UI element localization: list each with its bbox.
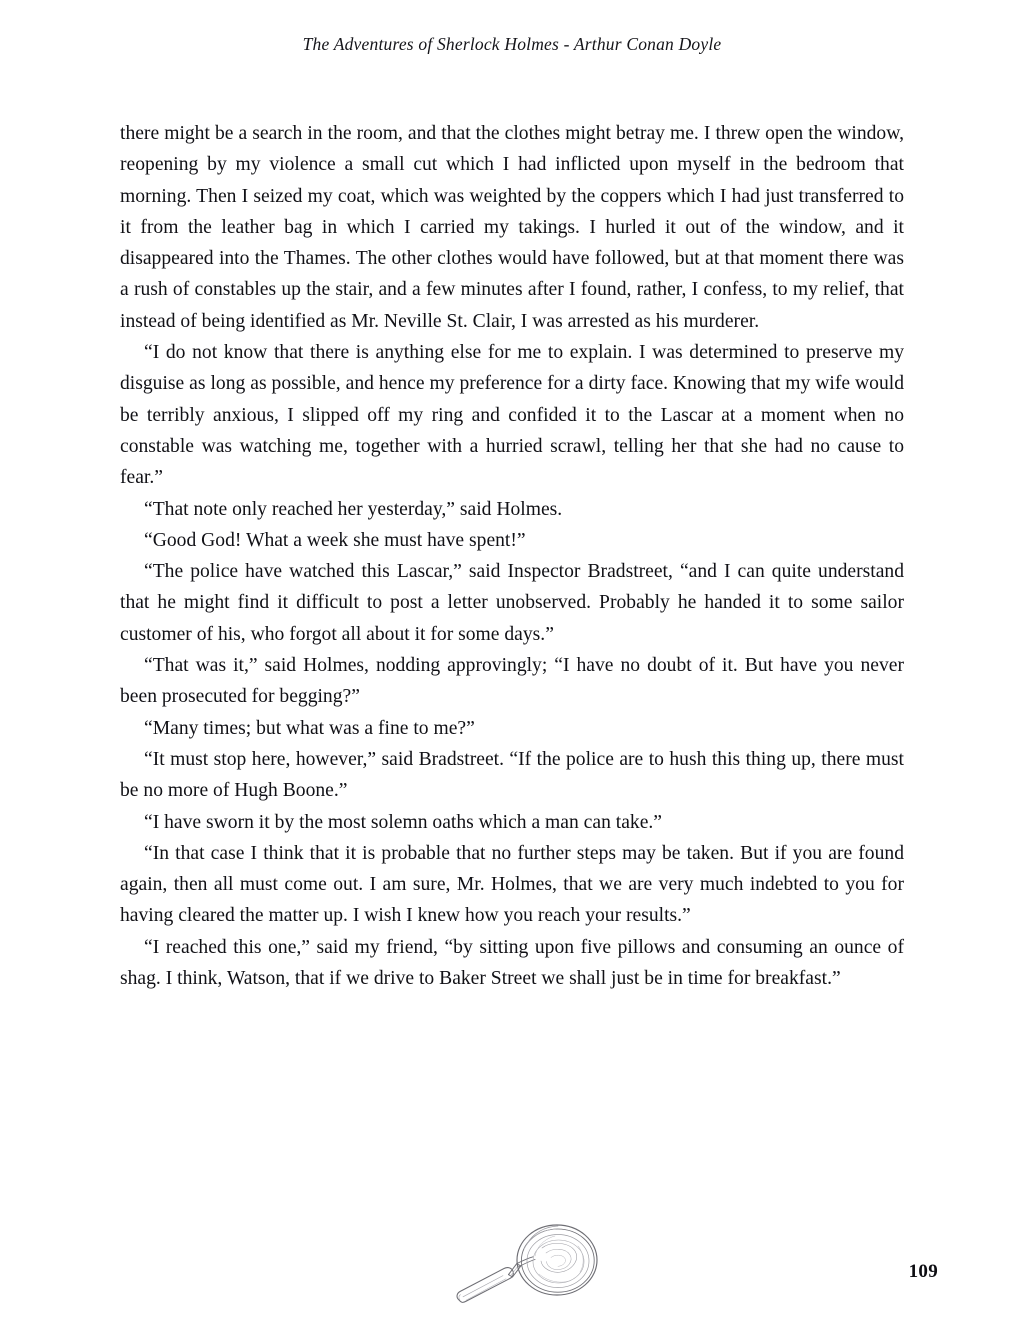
paragraph: “That was it,” said Holmes, nodding approvingly; “I have no doubt of it. But have you never been prosecuted for begging?” <box>120 655 904 708</box>
running-head: The Adventures of Sherlock Holmes - Arthur Conan Doyle <box>302 34 722 54</box>
paragraph: “I do not know that there is anything else for me to explain. I was determined to preserve my disguise as long as possible, and hence my preference for a dirty face. Knowing that my wife would be terribly anxious, I slipped off my ring and confided it to the Lascar at a moment when no constable was watching me, together with a hurried scrawl, telling her that she had no cause to fear.” <box>120 342 904 489</box>
paragraph: “In that case I think that it is probable that no further steps may be taken. But if you are found again, then all must come out. I am sure, Mr. Holmes, that we are very much indebted to you for having cleared the matter up. I wish I knew how you reach your results.” <box>120 842 904 927</box>
paragraph: “I reached this one,” said my friend, “by sitting upon five pillows and consuming an ounce of shag. I think, Watson, that if we drive to Baker Street we shall just be in time for breakfast.” <box>120 936 904 990</box>
magnifying-glass-icon <box>447 1222 612 1314</box>
paragraph: “Good God! What a week she must have spent!” <box>144 529 526 551</box>
magnifying-glass-ornament <box>447 1222 612 1314</box>
paragraph: “The police have watched this Lascar,” said Inspector Bradstreet, “and I can quite understand that he might find it difficult to post a letter unobserved. Probably he handed it to some sailor customer of his, who forgot all about it for some days.” <box>120 561 904 645</box>
body-text-block <box>120 118 904 994</box>
paragraph: “Many times; but what was a fine to me?” <box>144 717 475 739</box>
paragraph: there might be a search in the room, and that the clothes might betray me. I threw open the window, reopening by my violence a small cut which I had inflicted upon myself in the bedroom that morning. Then I seized my coat, which was weighted by the coppers which I had just transferred to it from the leather bag in which I carried my takings. I hurled it out of the window, and it disappeared into the Thames. The other clothes would have followed, but at that moment there was a rush of constables up the stair, and a few minutes after I found, rather, I confess, to my relief, that instead of being identified as Mr. Neville St. Clair, I was arrested as his murderer. <box>120 123 904 332</box>
paragraph: “That note only reached her yesterday,” said Holmes. <box>144 498 563 520</box>
page-number: 109 <box>908 1261 938 1282</box>
paragraph: “I have sworn it by the most solemn oaths which a man can take.” <box>144 811 663 833</box>
paragraph: “It must stop here, however,” said Bradstreet. “If the police are to hush this thing up, there must be no more of Hugh Boone.” <box>120 748 904 802</box>
